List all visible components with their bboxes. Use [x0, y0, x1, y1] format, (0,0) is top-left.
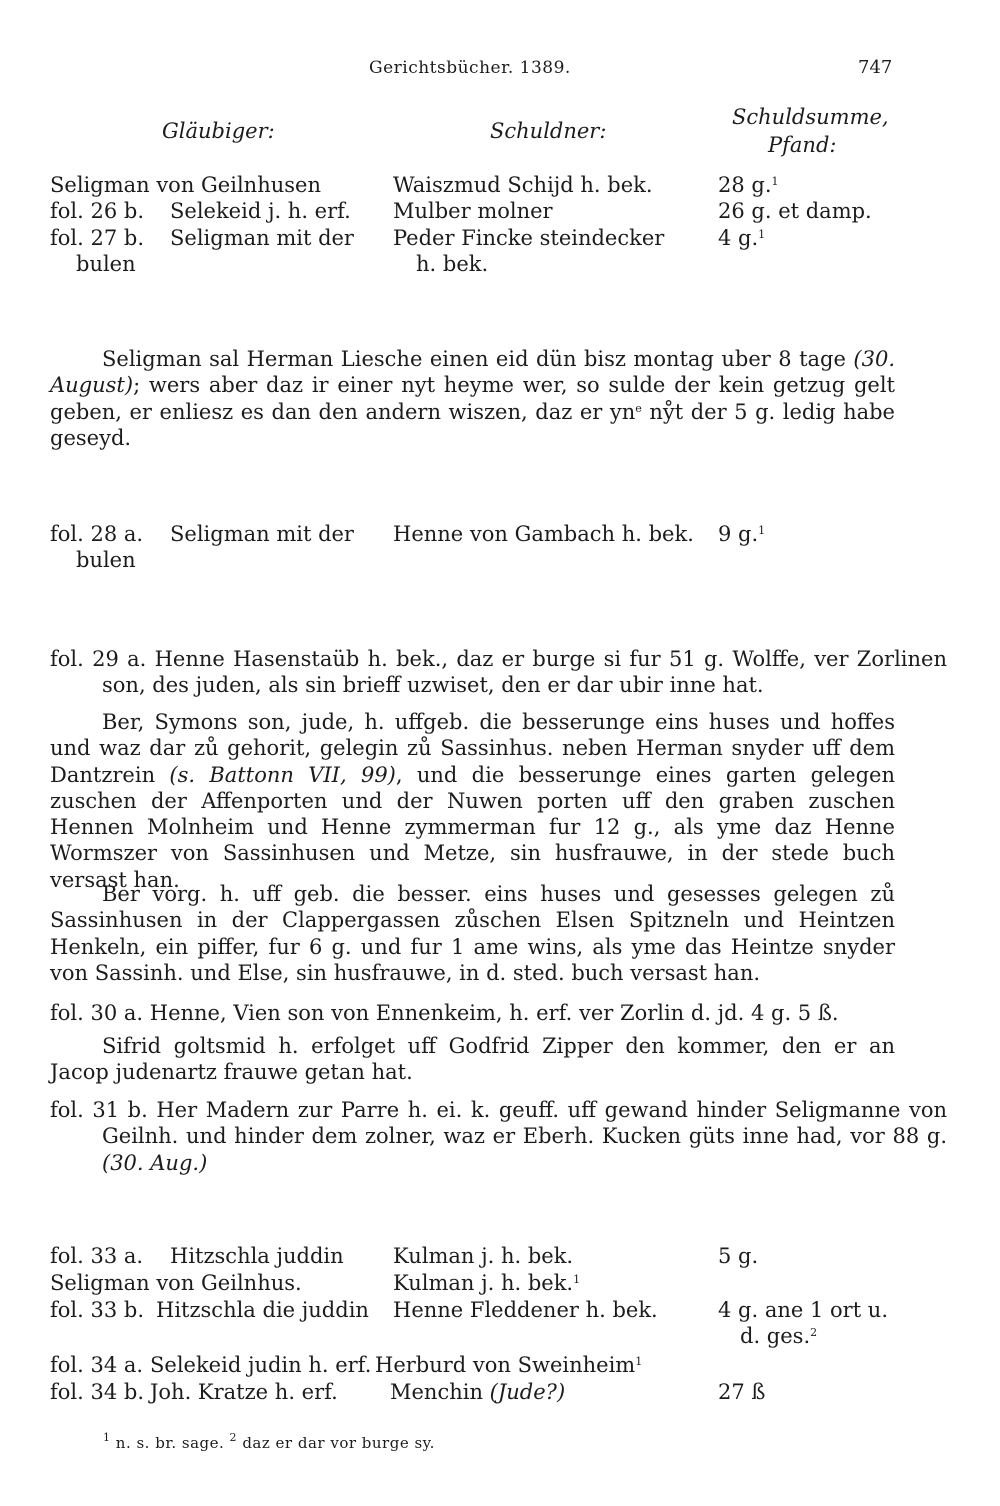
creditor-cell: Joh. Kratze h. erf. [150, 1380, 338, 1404]
creditor-cell: Hitzschla juddin [170, 1244, 344, 1268]
footnote-mark: 1 [758, 228, 766, 241]
debtor-cell-continued: h. bek. [416, 252, 489, 276]
folio-reference: fol. 34 a. [50, 1353, 144, 1377]
column-heading-debtor: Schuldner: [490, 119, 607, 143]
entry-paragraph: fol. 31 b. Her Madern zur Parre h. ei. k. geuff. uff gewand hinder Seligmanne von Geilnh. und hinder dem zolner, waz er Eberh. Kucken güts inne had, vor 88 g. (30. Aug.) [50, 1098, 947, 1175]
creditor-cell: Hitzschla die juddin [156, 1298, 369, 1322]
folio-reference: fol. 26 b. [50, 199, 144, 223]
entry-paragraph: Ber, Symons son, jude, h. uffgeb. die besserunge eins huses und hoffes und waz dar zů gehorit, gelegin zů Sassinhus. neben Herman snyder uff dem Dantzrein (s. Battonn VII, 99), und die besserunge eines garten gelegen zuschen der Affenporten und der Nuwen porten uff den graben zuschen Hennen Molnheim und Henne zymmerman fur 12 g., als yme daz Henne Wormszer von Sassinhusen und Metze, sin husfrauwe, in der stede buch versast han. [50, 710, 895, 892]
page-number: 747 [858, 57, 893, 78]
debtor-cell: Menchin (Jude?) [390, 1380, 566, 1404]
creditor-cell: Seligman von Geilnhus. [50, 1271, 302, 1295]
folio-reference: fol. 27 b. [50, 226, 144, 250]
footnote-mark: 2 [810, 1326, 818, 1339]
creditor-cell: Seligman mit der [170, 226, 354, 250]
footnote-mark: 1 [573, 1273, 581, 1286]
debtor-cell: Mulber molner [393, 199, 553, 223]
sum-cell: 4 g. ane 1 ort u. [718, 1298, 889, 1322]
entry-paragraph: Seligman sal Herman Liesche einen eid dün bisz montag uber 8 tage (30. August); wers aber daz ir einer nyt heyme wer, so sulde der kein getzug gelt geben, er enliesz es dan den andern wiszen, daz er $yn^e$ nẙt der 5 g. ledig habe geseyd. [50, 347, 895, 450]
creditor-cell: Selekeid judin h. erf. [150, 1353, 372, 1377]
folio-reference: fol. 33 b. [50, 1298, 144, 1322]
debtor-cell: Peder Fincke steindecker [393, 226, 665, 250]
column-heading-pledge: Pfand: [768, 133, 837, 157]
folio-reference: fol. 28 a. [50, 522, 144, 546]
sum-cell-continued: d. ges.$^2$ [740, 1324, 818, 1348]
footnote-mark: 1 [758, 524, 766, 537]
sum-cell: 4 g.$^1$ [718, 226, 766, 250]
entry-paragraph: fol. 29 a. Henne Hasenstaüb h. bek., daz er burge si fur 51 g. Wolffe, ver Zorlinen son, des juden, als sin brieff uzwiset, den er dar ubir inne hat. [50, 647, 947, 698]
sum-cell: 27 ß [718, 1380, 766, 1404]
sum-cell: 9 g.$^1$ [718, 522, 766, 546]
column-heading-creditor: Gläubiger: [162, 119, 275, 143]
debtor-cell: Kulman j. h. bek.$^1$ [393, 1271, 581, 1295]
creditor-cell-continued: bulen [76, 548, 136, 572]
creditor-cell-continued: bulen [76, 252, 136, 276]
entry-paragraph: fol. 30 a. Henne, Vien son von Ennenkeim, h. erf. ver Zorlin d. jd. 4 g. 5 ß. [50, 1001, 839, 1025]
debtor-cell: Henne von Gambach h. bek. [393, 522, 694, 546]
entry-paragraph: Sifrid goltsmid h. erfolget uff Godfrid Zipper den kommer, den er an Jacop judenartz frauwe getan hat. [50, 1034, 895, 1085]
folio-reference: fol. 33 a. [50, 1244, 144, 1268]
debtor-cell: Henne Fleddener h. bek. [393, 1298, 658, 1322]
debtor-cell: Kulman j. h. bek. [393, 1244, 574, 1268]
sum-cell: 26 g. et damp. [718, 199, 872, 223]
creditor-cell: Seligman von Geilnhusen [50, 173, 321, 197]
folio-reference: fol. 34 b. [50, 1380, 144, 1404]
sum-cell: 28 g.$^1$ [718, 173, 779, 197]
entry-paragraph: Ber vorg. h. uff geb. die besser. eins huses und gesesses gelegen zů Sassinhusen in der Clappergassen zůschen Elsen Spitzneln und Heintzen Henkeln, ein piffer, fur 6 g. und fur 1 ame wins, als yme das Heintze snyder von Sassinh. und Else, sin husfrauwe, in d. sted. buch versast han. [50, 882, 895, 985]
creditor-cell: Seligman mit der [170, 522, 354, 546]
running-header: Gerichtsbücher. 1389. [369, 58, 571, 78]
footnotes: $^1$ n. s. br. sage. $^2$ daz er dar vor burge sy. [103, 1431, 435, 1452]
column-heading-sum: Schuldsumme, [732, 105, 889, 129]
footnote-mark: 1 [635, 1355, 643, 1368]
debtor-cell: Waiszmud Schijd h. bek. [393, 173, 653, 197]
footnote-mark: 1 [771, 175, 779, 188]
sum-cell: 5 g. [718, 1244, 759, 1268]
debtor-cell: Herburd von Sweinheim$^1$ [375, 1353, 643, 1377]
creditor-cell: Selekeid j. h. erf. [170, 199, 351, 223]
